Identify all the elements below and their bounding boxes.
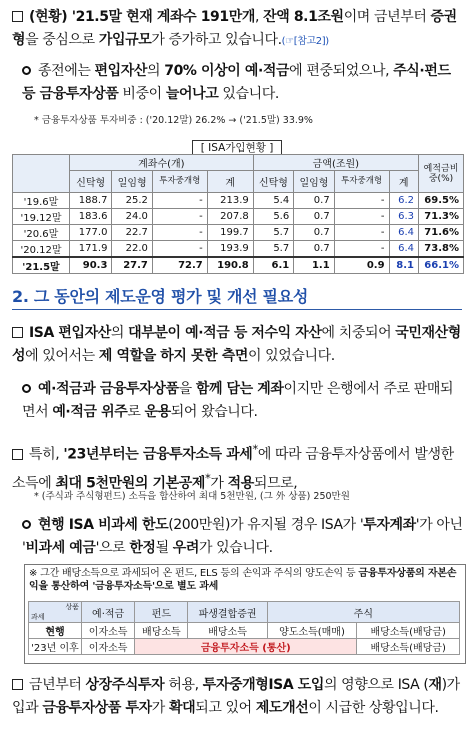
- text: 편입자산: [94, 63, 148, 79]
- table-cell: -: [152, 193, 207, 209]
- text: 우려: [172, 540, 199, 556]
- column-header: 예·적금: [82, 602, 135, 623]
- table-cell: 66.1%: [419, 257, 464, 274]
- text: 비과세 예금: [25, 540, 96, 556]
- column-header: 신탁형: [253, 171, 293, 193]
- table-cell: 5.6: [253, 209, 293, 225]
- text: 함께 담는 계좌: [195, 381, 284, 397]
- column-header: 파생결합증권: [188, 602, 267, 623]
- table-cell: 25.2: [112, 193, 152, 209]
- caption-text: ISA가입현황: [208, 142, 266, 154]
- table-cell: -: [334, 241, 389, 258]
- text: '으로: [95, 540, 130, 556]
- table-cell: 69.5%: [419, 193, 464, 209]
- sub-paragraph-tax-limit: [22, 514, 466, 560]
- text: 확대: [168, 700, 196, 716]
- checkbox-bullet-icon: [12, 679, 23, 690]
- paragraph-urgency: [12, 674, 466, 720]
- text: 70% 이상이 예·적금: [164, 63, 290, 79]
- text: 을 중심으로: [25, 32, 99, 48]
- table-cell: 0.7: [294, 193, 334, 209]
- table-cell: 0.7: [294, 209, 334, 225]
- reference-link[interactable]: (☞[참고2]): [281, 36, 329, 47]
- circle-bullet-icon: [22, 520, 31, 529]
- text: ※ 그간 배당소득으로 과세되어 온 펀드, ELS 등의 손익과 주식의 양도손익 등: [29, 568, 359, 579]
- text: 적용: [227, 475, 254, 492]
- row-label: '20.12말: [13, 241, 70, 258]
- table-cell: 5.7: [253, 225, 293, 241]
- corner-top-label: 상품: [65, 603, 79, 611]
- corner-cell: [29, 602, 82, 623]
- text: (현황): [29, 9, 68, 25]
- table-row: [13, 209, 464, 225]
- text: 금융투자상품 투자: [42, 700, 152, 716]
- column-header: 계: [207, 171, 253, 193]
- table-cell: -: [152, 241, 207, 258]
- text: 최대 5천만원의 기본공제: [55, 475, 205, 492]
- table-cell: -: [334, 209, 389, 225]
- text: 재: [428, 677, 442, 693]
- footnote-investment-ratio: * 금융투자상품 투자비중 : ('20.12말) 26.2% → ('21.5말) 33.9%: [34, 115, 313, 126]
- row-label: '19.6말: [13, 193, 70, 209]
- column-header: 펀드: [135, 602, 188, 623]
- table-cell: 6.1: [253, 257, 293, 274]
- text: '21.5말 현재: [67, 9, 157, 25]
- column-header: 투자중개형: [152, 171, 207, 193]
- text: 한정: [129, 540, 156, 556]
- corner-cell: [13, 155, 70, 193]
- table-cell: 양도소득(매매): [267, 623, 357, 639]
- table-cell: 1.1: [294, 257, 334, 274]
- footnote-marker: *: [252, 442, 258, 456]
- table-cell: 188.7: [70, 193, 112, 209]
- circle-bullet-icon: [22, 66, 31, 75]
- table-cell: 5.7: [253, 241, 293, 258]
- text: 에 있어서는: [25, 348, 99, 364]
- text: 허용,: [164, 677, 203, 693]
- text: 가 증가하고 있습니다.: [151, 32, 282, 48]
- table-cell: 22.7: [112, 225, 152, 241]
- table-cell: 72.7: [152, 257, 207, 274]
- table-row: [13, 225, 464, 241]
- text: 제도개선: [255, 700, 309, 716]
- isa-subscription-table: [12, 154, 464, 274]
- table-cell: 199.7: [207, 225, 253, 241]
- table-cell: 90.3: [70, 257, 112, 274]
- table-cell: -: [152, 225, 207, 241]
- text: '가 아닌 ': [22, 517, 463, 556]
- text: 을: [178, 381, 196, 397]
- row-label: '21.5말: [13, 257, 70, 274]
- column-header: 투자중개형: [334, 171, 389, 193]
- paragraph-tax-change: [12, 438, 466, 495]
- table-cell: 24.0: [112, 209, 152, 225]
- table-cell: 71.6%: [419, 225, 464, 241]
- column-header: 주식: [267, 602, 459, 623]
- header-deposit-ratio: 예적금비중(%): [419, 155, 464, 193]
- checkbox-bullet-icon: [12, 11, 23, 22]
- text: 이지만 은행에서 주로 판매되면서: [22, 381, 454, 420]
- tax-comparison-table: [28, 601, 460, 655]
- table-caption: [ ISA가입현황 ]: [0, 140, 474, 155]
- table-cell: 171.9: [70, 241, 112, 258]
- paragraph-assets-problem: [12, 322, 466, 368]
- text: 투자중개형ISA 도입: [202, 677, 324, 693]
- sub-paragraph-bank-sales: [22, 378, 466, 424]
- text: 국민재산형성: [12, 325, 461, 364]
- table-cell: 배당소득: [135, 623, 188, 639]
- text: 에 따라 금융투자상품에서 발생한 소득에: [12, 446, 454, 492]
- table-cell: 6.2: [389, 193, 418, 209]
- header-accounts: 계좌수(개): [70, 155, 254, 171]
- table-cell: 6.4: [389, 241, 418, 258]
- text: 특히,: [29, 446, 64, 463]
- column-header: 일임형: [112, 171, 152, 193]
- table-row: [13, 257, 464, 274]
- text: 비중이: [118, 86, 166, 102]
- column-header: 일임형: [294, 171, 334, 193]
- text: 이며 금년부터: [343, 9, 431, 25]
- table-cell: 6.4: [389, 225, 418, 241]
- table-cell: 0.9: [334, 257, 389, 274]
- text: 투자계좌: [363, 517, 416, 533]
- table-cell: 193.9: [207, 241, 253, 258]
- row-label: '20.6말: [13, 225, 70, 241]
- row-label: '19.12말: [13, 209, 70, 225]
- table-cell: 177.0: [70, 225, 112, 241]
- column-header: 계: [389, 171, 418, 193]
- text: 주식·펀드 등 금융투자상품: [22, 63, 451, 102]
- table-cell: 6.3: [389, 209, 418, 225]
- text: 에 편중되었으나,: [289, 63, 394, 79]
- checkbox-bullet-icon: [12, 449, 23, 460]
- table-cell: 207.8: [207, 209, 253, 225]
- text: 되어 왔습니다.: [170, 404, 258, 420]
- table-cell: 0.7: [294, 241, 334, 258]
- text: 예·적금과 금융투자상품: [38, 381, 179, 397]
- table-cell: 이자소득: [82, 639, 135, 655]
- footnote-deduction: * (주식과 주식형펀드) 소득을 합산하여 최대 5천만원, (그 外 상품) 250만원: [34, 491, 350, 502]
- text: 운용: [144, 404, 171, 420]
- table-cell: 71.3%: [419, 209, 464, 225]
- table-cell: -: [334, 193, 389, 209]
- text: 있습니다.: [218, 86, 279, 102]
- table-cell: 27.7: [112, 257, 152, 274]
- text: 이 있었습니다.: [248, 348, 335, 364]
- header-amount: 금액(조원): [253, 155, 418, 171]
- text: )가입과: [12, 677, 460, 716]
- table-cell: 배당소득(배당금): [357, 639, 460, 655]
- box-text: [29, 567, 461, 593]
- table-cell: -: [334, 225, 389, 241]
- text: 금년부터: [29, 677, 86, 693]
- text: 의 영향으로 ISA (: [323, 677, 429, 693]
- text: (200만원): [168, 517, 231, 533]
- financial-investment-income-cell: 금융투자소득 (통산): [135, 639, 357, 655]
- table-cell: 73.8%: [419, 241, 464, 258]
- table-cell: 배당소득(배당금): [357, 623, 460, 639]
- circle-bullet-icon: [22, 384, 31, 393]
- text: 종전에는: [38, 63, 95, 79]
- footnote-marker: *: [204, 470, 211, 485]
- table-cell: 0.7: [294, 225, 334, 241]
- column-header: 신탁형: [70, 171, 112, 193]
- text: 가입규모: [98, 32, 152, 48]
- text: 될: [155, 540, 173, 556]
- text: 가: [210, 475, 228, 492]
- text: 의: [110, 325, 129, 341]
- text: 금융투자상품의 자본손익을 통산하여 '금융투자소득'으로 별도 과세: [29, 568, 457, 592]
- text: 의: [147, 63, 165, 79]
- text: 이 시급한 상황입니다.: [308, 700, 439, 716]
- text: 제 역할을 하지 못한 측면: [98, 348, 248, 364]
- row-label: '23년 이후: [29, 639, 82, 655]
- text: '23년부터는 금융투자소득 과세: [63, 446, 253, 463]
- text: 계좌수 191만개: [156, 9, 255, 25]
- text: ,: [255, 9, 264, 25]
- checkbox-bullet-icon: [12, 327, 23, 338]
- text: 로: [127, 404, 145, 420]
- table-cell: 배당소득: [188, 623, 267, 639]
- table-cell: 183.6: [70, 209, 112, 225]
- text: 현행 ISA 비과세 한도: [38, 517, 169, 533]
- text: 가 유지될 경우 ISA가 ': [230, 517, 364, 533]
- table-row: [13, 193, 464, 209]
- table-cell: 213.9: [207, 193, 253, 209]
- table-cell: -: [152, 209, 207, 225]
- text: 되고 있어: [195, 700, 256, 716]
- table-row: [13, 241, 464, 258]
- section-divider: [12, 309, 462, 310]
- table-cell: 190.8: [207, 257, 253, 274]
- row-label: 현행: [29, 623, 82, 639]
- text: 되므로,: [253, 475, 298, 492]
- text: 증권형: [12, 9, 457, 48]
- table-cell: 22.0: [112, 241, 152, 258]
- section-heading: 2. 그 동안의 제도운영 평가 및 개선 필요성: [12, 287, 308, 306]
- corner-bottom-label: 과세: [31, 613, 45, 621]
- text: 가: [151, 700, 169, 716]
- table-cell: 이자소득: [82, 623, 135, 639]
- paragraph-status: [12, 6, 466, 53]
- text: 늘어나고: [165, 86, 219, 102]
- text: 대부분이 예·적금 등 저수익 자산: [128, 325, 322, 341]
- text: 에 치중되어: [321, 325, 396, 341]
- tax-info-box: [24, 564, 466, 664]
- table-cell: 8.1: [389, 257, 418, 274]
- text: 상장주식투자: [85, 677, 165, 693]
- text: 잔액 8.1조원: [263, 9, 344, 25]
- text: 가 있습니다.: [199, 540, 273, 556]
- sub-paragraph-assets: [22, 60, 466, 106]
- text: 예·적금 위주: [52, 404, 128, 420]
- table-cell: 5.4: [253, 193, 293, 209]
- text: ISA 편입자산: [29, 325, 111, 341]
